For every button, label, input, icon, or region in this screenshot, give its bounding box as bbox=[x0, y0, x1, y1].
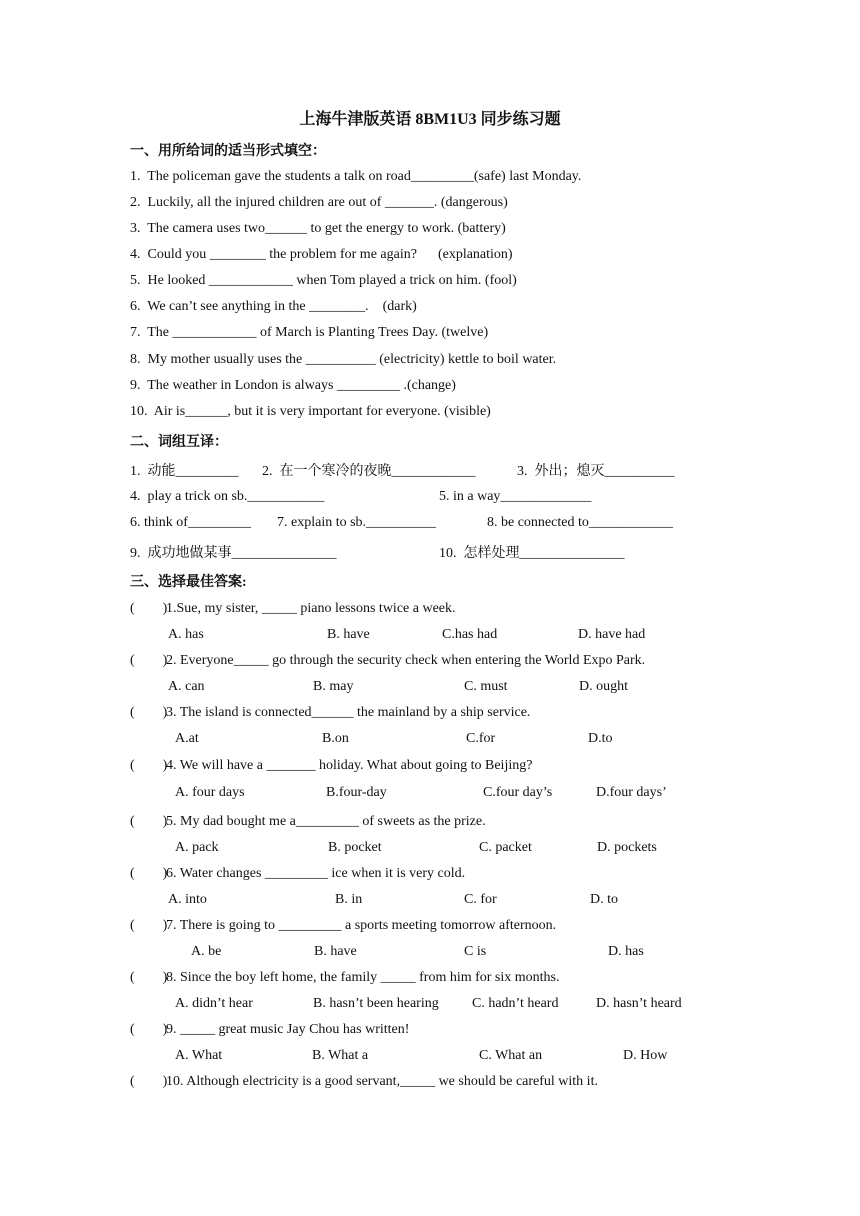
mcq-option: B. in bbox=[335, 892, 363, 907]
mcq-option: C. must bbox=[464, 679, 508, 694]
mcq-question: 4. We will have a _______ holiday. What about going to Beijing? bbox=[166, 758, 533, 773]
mcq-question: 6. Water changes _________ ice when it is very cold. bbox=[166, 866, 466, 881]
mcq-question: 9. _____ great music Jay Chou has written! bbox=[166, 1022, 410, 1037]
mcq-option: D.to bbox=[588, 731, 613, 746]
mcq-option: A. What bbox=[175, 1048, 223, 1063]
mcq-option: A. didn’t hear bbox=[175, 996, 253, 1011]
question-line: 8. My mother usually uses the __________ (electricity) kettle to boil water. bbox=[130, 352, 557, 367]
mcq-option: D. How bbox=[623, 1048, 668, 1063]
mcq-option: B. hasn’t been hearing bbox=[313, 996, 439, 1011]
mcq-option: C. for bbox=[464, 892, 497, 907]
mcq-question: 2. Everyone_____ go through the security check when entering the World Expo Park. bbox=[166, 653, 646, 668]
mcq-option: A. can bbox=[168, 679, 205, 694]
question-line: 10. Air is______, but it is very important for everyone. (visible) bbox=[130, 404, 491, 419]
phrase-item: 3. 外出；熄灭__________ bbox=[517, 464, 675, 479]
mcq-option: C.four day’s bbox=[483, 785, 553, 800]
answer-bracket: ( ) bbox=[130, 1074, 168, 1089]
mcq-option: C. What an bbox=[479, 1048, 543, 1063]
mcq-option: C.has had bbox=[442, 627, 498, 642]
mcq-option: B. have bbox=[314, 944, 357, 959]
phrase-item: 2. 在一个寒冷的夜晚____________ bbox=[262, 464, 476, 479]
mcq-option: B. have bbox=[327, 627, 370, 642]
section-heading-fill-in: 一、用所给词的适当形式填空： bbox=[130, 144, 326, 159]
phrase-item: 10. 怎样处理_______________ bbox=[439, 546, 625, 561]
mcq-option: A. pack bbox=[175, 840, 219, 855]
mcq-option: D. hasn’t heard bbox=[596, 996, 682, 1011]
mcq-option: B. may bbox=[313, 679, 354, 694]
question-line: 1. The policeman gave the students a talk on road_________(safe) last Monday. bbox=[130, 169, 582, 184]
section-heading-multiple-choice: 三、选择最佳答案: bbox=[130, 575, 247, 590]
question-line: 2. Luckily, all the injured children are out of _______. (dangerous) bbox=[130, 195, 508, 210]
phrase-item: 1. 动能_________ bbox=[130, 464, 239, 479]
phrase-item: 9. 成功地做某事_______________ bbox=[130, 546, 337, 561]
answer-bracket: ( ) bbox=[130, 918, 168, 933]
answer-bracket: ( ) bbox=[130, 814, 168, 829]
mcq-option: D. ought bbox=[579, 679, 628, 694]
mcq-option: D. pockets bbox=[597, 840, 657, 855]
question-line: 7. The ____________ of March is Planting Trees Day. (twelve) bbox=[130, 325, 489, 340]
mcq-option: B. pocket bbox=[328, 840, 382, 855]
answer-bracket: ( ) bbox=[130, 705, 168, 720]
mcq-option: B.four-day bbox=[326, 785, 387, 800]
mcq-question: 1.Sue, my sister, _____ piano lessons twice a week. bbox=[166, 601, 456, 616]
question-line: 4. Could you ________ the problem for me again? (explanation) bbox=[130, 247, 513, 262]
phrase-item: 6. think of_________ bbox=[130, 515, 251, 530]
answer-bracket: ( ) bbox=[130, 601, 168, 616]
mcq-option: C. packet bbox=[479, 840, 532, 855]
question-line: 3. The camera uses two______ to get the energy to work. (battery) bbox=[130, 221, 506, 236]
mcq-option: A.at bbox=[175, 731, 199, 746]
mcq-option: A. be bbox=[191, 944, 222, 959]
section-heading-phrase-translation: 二、词组互译： bbox=[130, 435, 228, 450]
answer-bracket: ( ) bbox=[130, 866, 168, 881]
phrase-item: 8. be connected to____________ bbox=[487, 515, 673, 530]
mcq-option: B. What a bbox=[312, 1048, 369, 1063]
answer-bracket: ( ) bbox=[130, 1022, 168, 1037]
mcq-question: 8. Since the boy left home, the family _____ from him for six months. bbox=[166, 970, 560, 985]
mcq-option: D. have had bbox=[578, 627, 646, 642]
mcq-option: B.on bbox=[322, 731, 349, 746]
mcq-option: C. hadn’t heard bbox=[472, 996, 559, 1011]
mcq-option: C is bbox=[464, 944, 487, 959]
phrase-item: 7. explain to sb.__________ bbox=[277, 515, 437, 530]
answer-bracket: ( ) bbox=[130, 758, 168, 773]
question-line: 9. The weather in London is always _________ .(change) bbox=[130, 378, 456, 393]
answer-bracket: ( ) bbox=[130, 970, 168, 985]
question-line: 6. We can’t see anything in the ________. (dark) bbox=[130, 299, 417, 314]
mcq-option: D. to bbox=[590, 892, 618, 907]
page-title: 上海牛津版英语 8BM1U3 同步练习题 bbox=[299, 111, 561, 128]
mcq-option: D. has bbox=[608, 944, 644, 959]
mcq-option: A. four days bbox=[175, 785, 245, 800]
phrase-item: 5. in a way_____________ bbox=[439, 489, 592, 504]
question-line: 5. He looked ____________ when Tom played a trick on him. (fool) bbox=[130, 273, 517, 288]
answer-bracket: ( ) bbox=[130, 653, 168, 668]
mcq-option: A. has bbox=[168, 627, 204, 642]
mcq-option: A. into bbox=[168, 892, 207, 907]
mcq-question: 7. There is going to _________ a sports meeting tomorrow afternoon. bbox=[166, 918, 557, 933]
mcq-option: D.four days’ bbox=[596, 785, 667, 800]
mcq-question: 5. My dad bought me a_________ of sweets as the prize. bbox=[166, 814, 486, 829]
mcq-question: 10. Although electricity is a good servant,_____ we should be careful with it. bbox=[166, 1074, 598, 1089]
mcq-question: 3. The island is connected______ the mainland by a ship service. bbox=[166, 705, 531, 720]
mcq-option: C.for bbox=[466, 731, 496, 746]
phrase-item: 4. play a trick on sb.___________ bbox=[130, 489, 325, 504]
